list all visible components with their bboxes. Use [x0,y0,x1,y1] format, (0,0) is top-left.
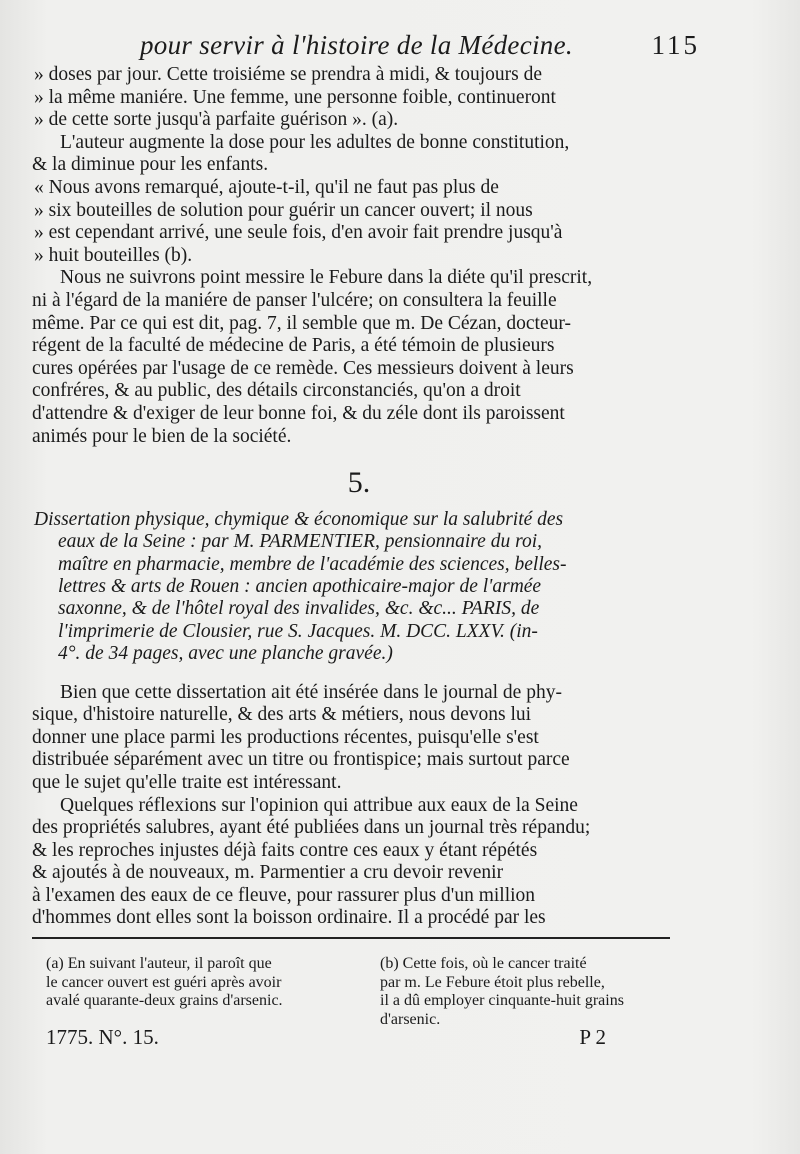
text-line: L'auteur augmente la dose pour les adultes de bonne constitution, [60,131,570,153]
footnote-divider [32,937,670,939]
text-line: donner une place parmi les productions récentes, puisqu'elle s'est [32,726,539,748]
text-line: « Nous avons remarqué, ajoute-t-il, qu'il ne faut pas plus de [34,176,499,198]
text-line: Bien que cette dissertation ait été insérée dans le journal de phy- [60,681,562,703]
paragraph [32,267,686,448]
quote-paragraph [32,64,686,132]
footnote-line: (b) Cette fois, où le cancer traité [380,955,587,972]
page-number: 115 [651,30,700,60]
footnote-a [46,955,346,1011]
text-line: régent de la faculté de médecine de Paris, a été témoin de plusieurs [32,335,555,357]
text-line: » doses par jour. Cette troisiéme se prendra à midi, & toujours de [34,64,542,85]
text-line: maître en pharmacie, membre de l'académie des sciences, belles- [58,553,567,575]
footnote-line: avalé quarante-deux grains d'arsenic. [46,992,283,1009]
quote-paragraph [32,177,686,267]
paragraph [32,132,686,177]
text-line: cures opérées par l'usage de ce remède. Ces messieurs doivent à leurs [32,357,574,379]
text-line: » est cependant arrivé, une seule fois, d'en avoir fait prendre jusqu'à [34,222,563,244]
page-body [32,64,686,930]
text-line: » huit bouteilles (b). [34,244,193,266]
text-line: » six bouteilles de solution pour guérir un cancer ouvert; il nous [34,199,533,221]
text-line: distribuée séparément avec un titre ou frontispice; mais surtout parce [32,749,570,771]
text-line: d'hommes dont elles sont la boisson ordinaire. Il a procédé par les [32,907,546,929]
bibliographic-title [32,509,686,666]
section-number: 5. [347,466,371,500]
text-line: eaux de la Seine : par M. PARMENTIER, pensionnaire du roi, [58,531,542,553]
signature-mark-left: 1775. N°. 15. [46,1025,159,1049]
footnote-line: d'arsenic. [380,1010,441,1028]
running-title: pour servir à l'histoire de la Médecine. [140,30,573,60]
page-footer [46,1025,606,1055]
text-line: Dissertation physique, chymique & économique sur la salubrité des [34,508,564,530]
footnote-b [380,955,690,1029]
text-line: saxonne, & de l'hôtel royal des invalides, &c. &c... PARIS, de [58,598,540,620]
text-line: 4°. de 34 pages, avec une planche gravée.) [58,643,393,665]
text-line: l'imprimerie de Clousier, rue S. Jacques. M. DCC. LXXV. (in- [58,620,538,642]
text-line: & ajoutés à de nouveaux, m. Parmentier a cru devoir revenir [32,862,504,884]
text-line: ni à l'égard de la maniére de panser l'ulcére; on consultera la feuille [32,289,557,311]
text-line: que le sujet qu'elle traite est intéressant. [32,771,342,793]
text-line: Nous ne suivrons point messire le Febure dans la diéte qu'il prescrit, [60,267,593,289]
text-line: sique, d'histoire naturelle, & des arts & métiers, nous devons lui [32,704,532,726]
footnote-line: le cancer ouvert est guéri après avoir [46,973,282,991]
text-line: même. Par ce qui est dit, pag. 7, il semble que m. De Cézan, docteur- [32,312,571,334]
paragraph [32,795,686,931]
footnote-line: par m. Le Febure étoit plus rebelle, [380,973,605,991]
text-line: confréres, & au public, des détails circonstanciés, qu'on a droit [32,380,521,402]
text-line: d'attendre & d'exiger de leur bonne foi, & du zéle dont ils paroissent [32,402,565,424]
text-line: à l'examen des eaux de ce fleuve, pour rassurer plus d'un million [32,884,536,906]
text-line: » de cette sorte jusqu'à parfaite guérison ». (a). [34,109,399,131]
paragraph [32,682,686,795]
text-line: » la même maniére. Une femme, une personne foible, continueront [34,86,556,108]
footnote-line: il a dû employer cinquante-huit grains [380,992,624,1009]
footnote-line: (a) En suivant l'auteur, il paroît que [46,955,272,972]
signature-mark-right: P 2 [579,1025,606,1049]
text-line: & les reproches injustes déjà faits contre ces eaux y étant répétés [32,839,538,861]
text-line: & la diminue pour les enfants. [32,154,269,176]
text-line: lettres & arts de Rouen : ancien apothicaire-major de l'armée [58,575,542,597]
text-line: des propriétés salubres, ayant été publiées dans un journal très répandu; [32,817,591,839]
text-line: animés pour le bien de la société. [32,425,292,447]
text-line: Quelques réflexions sur l'opinion qui attribue aux eaux de la Seine [60,794,578,816]
